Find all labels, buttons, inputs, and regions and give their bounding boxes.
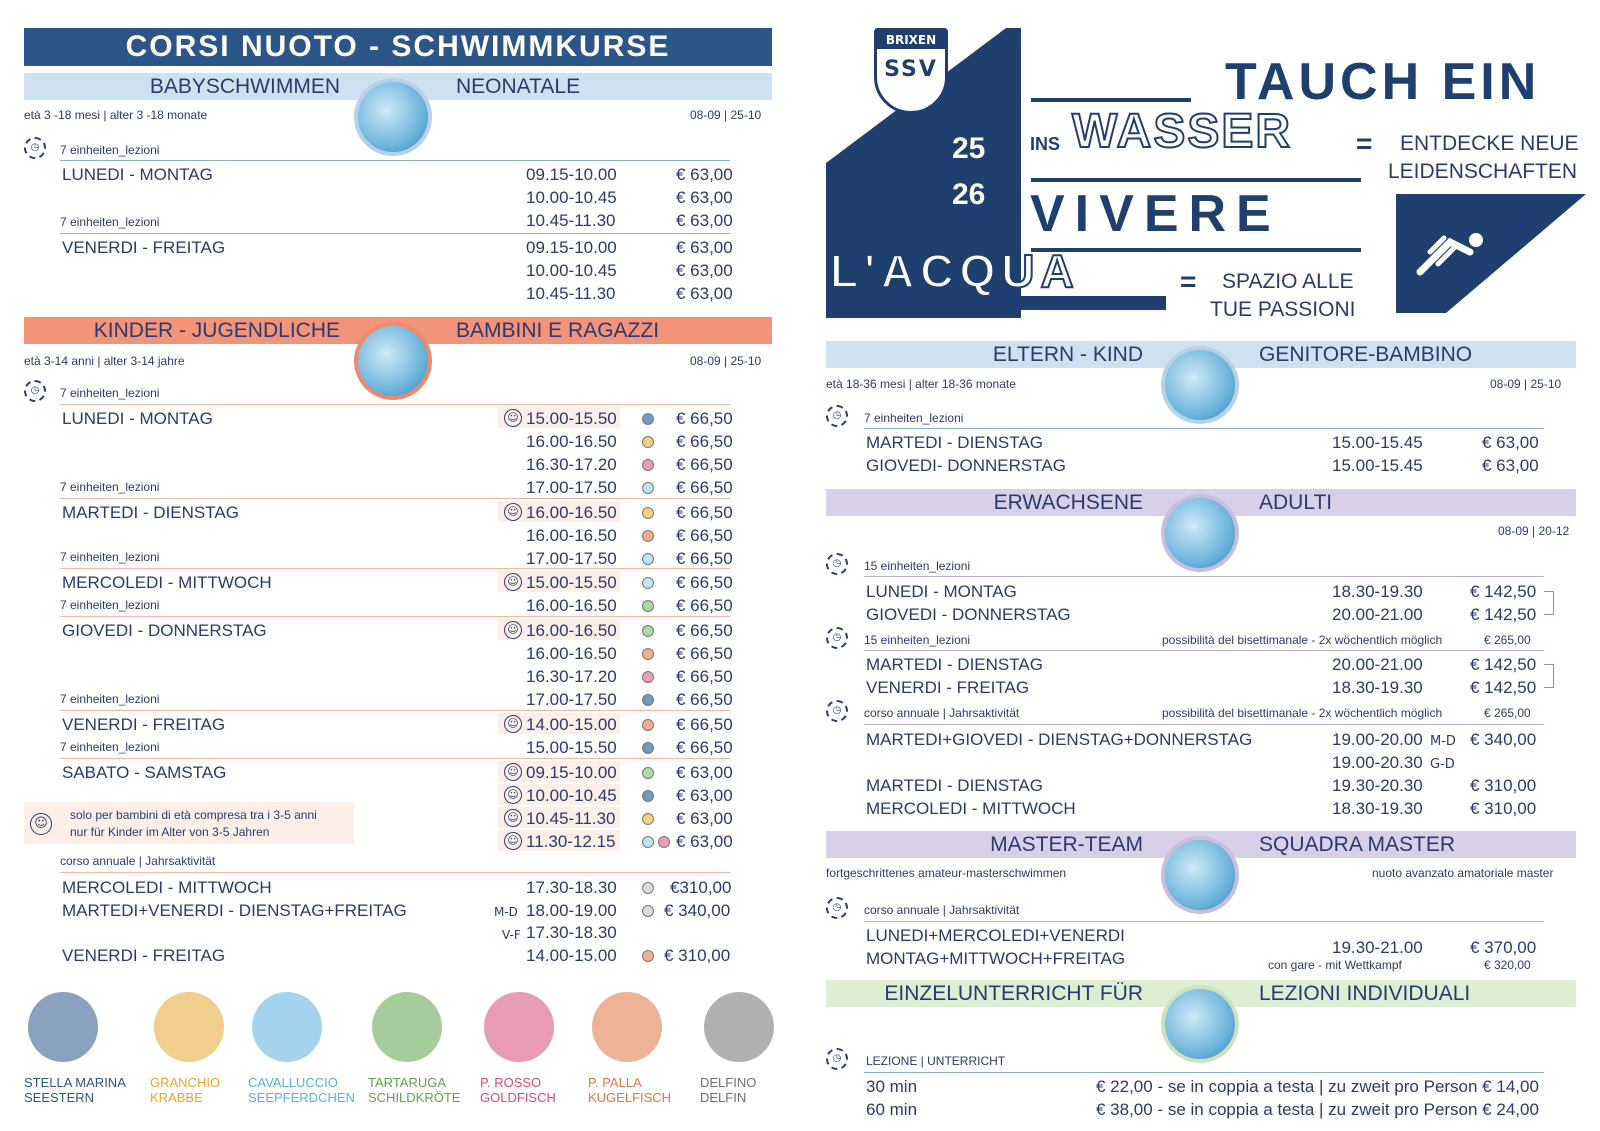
clock-icon: ◷ — [826, 553, 848, 575]
swimmer-icon — [1410, 212, 1490, 282]
time: 16.00-16.50 — [526, 432, 617, 451]
code: G-D — [1430, 757, 1455, 772]
note-it: solo per bambini di età compresa tra i 3-5 anni — [70, 808, 317, 822]
price: € 63,00 — [676, 238, 733, 257]
time: 09.15-10.00 — [526, 763, 617, 782]
rate: € 38,00 - se in coppia a testa | zu zweit pro Person € 24,00 — [1096, 1100, 1539, 1119]
day: GIOVEDI- DONNERSTAG — [866, 456, 1066, 475]
time: 14.00-15.00 — [526, 715, 617, 734]
price: € 63,00 — [676, 763, 733, 782]
price: € 310,00 — [1470, 799, 1537, 818]
price: € 66,50 — [676, 549, 733, 568]
time: 18.30-19.30 — [1332, 678, 1423, 697]
kids-age: età 3-14 anni | alter 3-14 jahre — [24, 354, 185, 368]
page-title: CORSI NUOTO - SCHWIMMKURSE — [24, 28, 772, 66]
adult-title-it: ADULTI — [1259, 491, 1333, 514]
parent-dates: 08-09 | 25-10 — [1490, 377, 1562, 391]
duration: 60 min — [866, 1100, 918, 1119]
headline-ins: INS — [1030, 134, 1061, 154]
headline-tauch: TAUCH EIN — [1225, 53, 1541, 111]
price: € 63,00 — [676, 786, 733, 805]
note-de: nur für Kinder im Alter von 3-5 Jahren — [70, 825, 270, 839]
price: €310,00 — [670, 878, 732, 897]
lessons: 7 einheiten_lezioni — [60, 740, 160, 754]
private-photo — [1161, 985, 1239, 1063]
smiley-icon: ☺ — [30, 813, 52, 835]
level-dot — [642, 950, 654, 962]
tagline-de-2: LEIDENSCHAFTEN — [1388, 160, 1578, 183]
master-title-de: MASTER-TEAM — [990, 833, 1143, 856]
time: 15.00-15.50 — [526, 738, 617, 757]
level-dot — [642, 694, 654, 706]
smiley-icon: ☺ — [504, 809, 522, 827]
day: MARTEDI - DIENSTAG — [866, 655, 1043, 674]
master-title-it: SQUADRA MASTER — [1259, 833, 1456, 856]
kids-dates: 08-09 | 25-10 — [690, 354, 762, 368]
baby-dates: 08-09 | 25-10 — [690, 108, 762, 122]
time: 18.30-19.30 — [1332, 582, 1423, 601]
lesson-label: LEZIONE | UNTERRICHT — [866, 1054, 1006, 1068]
level-dot — [642, 905, 654, 917]
code: M-D — [494, 905, 518, 919]
animal-icon — [372, 992, 442, 1062]
duration: 30 min — [866, 1077, 918, 1096]
kids-day: VENERDI - FREITAG — [62, 715, 226, 734]
time: 16.00-16.50 — [526, 596, 617, 615]
time: 16.00-16.50 — [526, 503, 617, 522]
smiley-icon: ☺ — [504, 786, 522, 804]
price: € 63,00 — [676, 809, 733, 828]
time: 16.30-17.20 — [526, 455, 617, 474]
lessons: 15 einheiten_lezioni — [864, 633, 971, 647]
level-dot — [642, 719, 654, 731]
animal-name-de: DELFIN — [700, 1090, 747, 1105]
kids-title-de: KINDER - JUGENDLICHE — [93, 319, 340, 342]
annual-label: corso annuale | Jahrsaktivität — [864, 903, 1020, 917]
rate: € 22,00 - se in coppia a testa | zu zweit pro Person € 14,00 — [1096, 1077, 1539, 1096]
price: € 66,50 — [676, 715, 733, 734]
smiley-icon: ☺ — [504, 503, 522, 521]
time: 16.00-16.50 — [526, 526, 617, 545]
equals: = — [1180, 266, 1197, 297]
level-dot — [642, 482, 654, 494]
time: 17.30-18.30 — [526, 923, 617, 942]
kids-day: SABATO - SAMSTAG — [62, 763, 227, 782]
price: € 310,00 — [664, 946, 731, 965]
baby-title-it: NEONATALE — [456, 75, 581, 98]
logo-text: BRIXEN — [877, 31, 945, 49]
price: € 142,50 — [1470, 678, 1537, 697]
price: € 66,50 — [676, 503, 733, 522]
clock-icon: ◷ — [24, 137, 46, 159]
price: € 66,50 — [676, 455, 733, 474]
animal-name-it: P. ROSSO — [480, 1075, 542, 1090]
time: 19.30-21.00 — [1332, 938, 1423, 957]
level-dot — [642, 436, 654, 448]
time: 09.15-10.00 — [526, 165, 617, 184]
level-dot — [642, 742, 654, 754]
time: 15.00-15.45 — [1332, 456, 1423, 475]
parent-title-de: ELTERN - KIND — [992, 343, 1143, 366]
day: VENERDI - FREITAG — [866, 678, 1030, 697]
clock-icon: ◷ — [826, 700, 848, 722]
adult-title-de: ERWACHSENE — [993, 491, 1143, 514]
time: 17.30-18.30 — [526, 878, 617, 897]
animal-name-it: STELLA MARINA — [24, 1075, 126, 1090]
animal-name-it: TARTARUGA — [368, 1075, 447, 1090]
animal-name-de: GOLDFISCH — [480, 1090, 556, 1105]
time: 19.00-20.30 — [1332, 753, 1423, 772]
smiley-icon: ☺ — [504, 621, 522, 639]
animal-icon — [252, 992, 322, 1062]
master-sub-de: fortgeschrittenes amateur-masterschwimmen — [826, 866, 1067, 880]
kids-title-it: BAMBINI E RAGAZZI — [456, 319, 660, 342]
clock-icon: ◷ — [826, 1048, 848, 1070]
animal-icon — [704, 992, 774, 1062]
day: LUNEDI+MERCOLEDI+VENERDI — [866, 926, 1125, 945]
time: 10.45-11.30 — [526, 284, 616, 303]
lessons: 7 einheiten_lezioni — [60, 386, 160, 400]
level-dot — [642, 648, 654, 660]
code: V-F — [502, 928, 521, 942]
level-dot — [642, 882, 654, 894]
headline-vivere: VIVERE — [1030, 185, 1281, 243]
price: € 63,00 — [676, 832, 733, 851]
baby-age: età 3 -18 mesi | alter 3 -18 monate — [24, 108, 208, 122]
day: LUNEDI - MONTAG — [866, 582, 1017, 601]
time: 15.00-15.50 — [526, 409, 617, 428]
price: € 66,50 — [676, 596, 733, 615]
price: € 142,50 — [1470, 655, 1537, 674]
clock-icon: ◷ — [24, 380, 46, 402]
equals: = — [1356, 128, 1373, 159]
headline-acqua: L'ACQUA — [830, 245, 1080, 297]
animal-name-de: KRABBE — [150, 1090, 203, 1105]
lessons: 7 einheiten_lezioni — [60, 550, 160, 564]
lessons: 7 einheiten_lezioni — [60, 480, 160, 494]
price: € 63,00 — [1482, 456, 1539, 475]
animal-name-it: CAVALLUCCIO — [248, 1075, 338, 1090]
time: 10.00-10.45 — [526, 261, 617, 280]
baby-lessons: 7 einheiten_lezioni — [60, 143, 160, 157]
master-photo — [1161, 836, 1239, 914]
smiley-icon: ☺ — [504, 832, 522, 850]
price: € 340,00 — [664, 901, 731, 920]
time: 16.00-16.50 — [526, 621, 617, 640]
level-dot — [642, 530, 654, 542]
club-logo — [874, 28, 948, 114]
tagline-de-1: ENTDECKE NEUE — [1400, 132, 1579, 155]
time: 17.00-17.50 — [526, 690, 617, 709]
clock-icon: ◷ — [826, 405, 848, 427]
time: 11.30-12.15 — [526, 832, 616, 851]
time: 19.00-20.00 — [1332, 730, 1423, 749]
adult-photo — [1161, 494, 1239, 572]
price: € 66,50 — [676, 478, 733, 497]
time: 18.00-19.00 — [526, 901, 617, 920]
annual-day: MARTEDI+VENERDI - DIENSTAG+FREITAG — [62, 901, 407, 920]
smiley-icon: ☺ — [504, 715, 522, 733]
time: 15.00-15.45 — [1332, 433, 1423, 452]
time: 14.00-15.00 — [526, 946, 617, 965]
annual-label: corso annuale | Jahrsaktivität — [864, 706, 1020, 720]
time: 09.15-10.00 — [526, 238, 617, 257]
kids-day: MARTEDI - DIENSTAG — [62, 503, 239, 522]
time: 17.00-17.50 — [526, 478, 617, 497]
bracket — [1544, 664, 1554, 688]
clock-icon: ◷ — [826, 627, 848, 649]
day: MARTEDI - DIENSTAG — [866, 433, 1043, 452]
day: MONTAG+MITTWOCH+FREITAG — [866, 949, 1126, 968]
price: € 340,00 — [1470, 730, 1537, 749]
lessons: 7 einheiten_lezioni — [60, 692, 160, 706]
animal-name-de: KUGELFISCH — [588, 1090, 672, 1105]
parent-photo — [1161, 346, 1239, 424]
time: 18.30-19.30 — [1332, 799, 1423, 818]
day: MARTEDI+GIOVEDI - DIENSTAG+DONNERSTAG — [866, 730, 1253, 749]
code: M-D — [1430, 734, 1456, 749]
annual-day: VENERDI - FREITAG — [62, 946, 226, 965]
level-dot — [642, 767, 654, 779]
time: 10.45-11.30 — [526, 211, 616, 230]
price: € 66,50 — [676, 738, 733, 757]
price: € 370,00 — [1470, 938, 1537, 957]
price: € 142,50 — [1470, 582, 1537, 601]
level-dot — [642, 577, 654, 589]
price: € 142,50 — [1470, 605, 1537, 624]
bracket — [1544, 591, 1554, 615]
level-dot — [642, 836, 654, 848]
price: € 63,00 — [676, 261, 733, 280]
year-top: 25 — [952, 132, 986, 165]
smiley-icon: ☺ — [504, 763, 522, 781]
price: € 63,00 — [676, 211, 733, 230]
tagline-it-1: SPAZIO ALLE — [1222, 270, 1354, 293]
smiley-icon: ☺ — [504, 409, 522, 427]
lessons: 15 einheiten_lezioni — [864, 559, 971, 573]
level-dot — [642, 507, 654, 519]
animal-name-it: DELFINO — [700, 1075, 757, 1090]
baby-day: VENERDI - FREITAG — [62, 238, 226, 257]
biweekly-note: possibilità del bisettimanale - 2x wöchentlich möglich — [1162, 633, 1443, 647]
private-title-it: LEZIONI INDIVIDUALI — [1259, 982, 1471, 1005]
time: 19.30-20.30 — [1332, 776, 1423, 795]
lessons: 7 einheiten_lezioni — [60, 598, 160, 612]
kids-day: GIOVEDI - DONNERSTAG — [62, 621, 267, 640]
price: € 63,00 — [676, 188, 733, 207]
day: MERCOLEDI - MITTWOCH — [866, 799, 1076, 818]
level-dot — [642, 413, 654, 425]
price: € 66,50 — [676, 644, 733, 663]
animal-name-de: SCHILDKRÖTE — [368, 1090, 461, 1105]
time: 10.45-11.30 — [526, 809, 616, 828]
level-dot — [642, 813, 654, 825]
year-bottom: 26 — [952, 178, 986, 211]
price: € 66,50 — [676, 409, 733, 428]
animal-icon — [28, 992, 98, 1062]
price: € 66,50 — [676, 621, 733, 640]
annual-label: corso annuale | Jahrsaktivität — [60, 854, 216, 868]
lessons: 7 einheiten_lezioni — [864, 411, 964, 425]
headline-wasser: WASSER — [1072, 105, 1293, 158]
adult-dates: 08-09 | 20-12 — [1498, 524, 1570, 538]
animal-name-it: P. PALLA — [588, 1075, 642, 1090]
level-dot — [642, 671, 654, 683]
animal-icon — [154, 992, 224, 1062]
time: 10.00-10.45 — [526, 188, 617, 207]
logo-ssv: SSV — [884, 57, 938, 82]
price: € 66,50 — [676, 432, 733, 451]
price: € 63,00 — [676, 284, 733, 303]
biweekly-price: € 265,00 — [1484, 706, 1531, 720]
time: 20.00-21.00 — [1332, 655, 1423, 674]
price: € 63,00 — [676, 165, 733, 184]
time: 10.00-10.45 — [526, 786, 617, 805]
level-dot — [642, 600, 654, 612]
biweekly-price: € 265,00 — [1484, 633, 1531, 647]
animal-name-de: SEEPFERDCHEN — [248, 1090, 355, 1105]
level-dot — [642, 625, 654, 637]
time: 16.00-16.50 — [526, 644, 617, 663]
master-sub-it: nuoto avanzato amatoriale master — [1372, 866, 1554, 880]
animal-name-de: SEESTERN — [24, 1090, 95, 1105]
clock-icon: ◷ — [826, 897, 848, 919]
annual-day: MERCOLEDI - MITTWOCH — [62, 878, 272, 897]
price: € 66,50 — [676, 690, 733, 709]
level-dot — [658, 836, 670, 848]
price: € 66,50 — [676, 573, 733, 592]
animal-name-it: GRANCHIO — [150, 1075, 221, 1090]
baby-photo — [354, 78, 432, 156]
price: € 66,50 — [676, 526, 733, 545]
kids-day: MERCOLEDI - MITTWOCH — [62, 573, 272, 592]
day: MARTEDI - DIENSTAG — [866, 776, 1043, 795]
day: GIOVEDI - DONNERSTAG — [866, 605, 1071, 624]
parent-title-it: GENITORE-BAMBINO — [1259, 343, 1473, 366]
tagline-it-2: TUE PASSIONI — [1210, 298, 1356, 321]
parent-age: età 18-36 mesi | alter 18-36 monate — [826, 377, 1016, 391]
kids-photo — [354, 322, 432, 400]
time: 16.30-17.20 — [526, 667, 617, 686]
level-dot — [642, 553, 654, 565]
level-dot — [642, 459, 654, 471]
baby-title-de: BABYSCHWIMMEN — [149, 75, 340, 98]
time: 17.00-17.50 — [526, 549, 617, 568]
price: € 310,00 — [1470, 776, 1537, 795]
biweekly-note: possibilità del bisettimanale - 2x wöchentlich möglich — [1162, 706, 1443, 720]
baby-day: LUNEDI - MONTAG — [62, 165, 213, 184]
kids-day: LUNEDI - MONTAG — [62, 409, 213, 428]
smiley-icon: ☺ — [504, 573, 522, 591]
baby-lessons: 7 einheiten_lezioni — [60, 215, 160, 229]
time: 15.00-15.50 — [526, 573, 617, 592]
competition-price: € 320,00 — [1484, 958, 1531, 972]
level-dot — [642, 790, 654, 802]
price: € 63,00 — [1482, 433, 1539, 452]
time: 20.00-21.00 — [1332, 605, 1423, 624]
private-title-de: EINZELUNTERRICHT FÜR — [884, 982, 1143, 1005]
animal-icon — [484, 992, 554, 1062]
animal-icon — [592, 992, 662, 1062]
price: € 66,50 — [676, 667, 733, 686]
competition-note: con gare - mit Wettkampf — [1268, 958, 1402, 972]
